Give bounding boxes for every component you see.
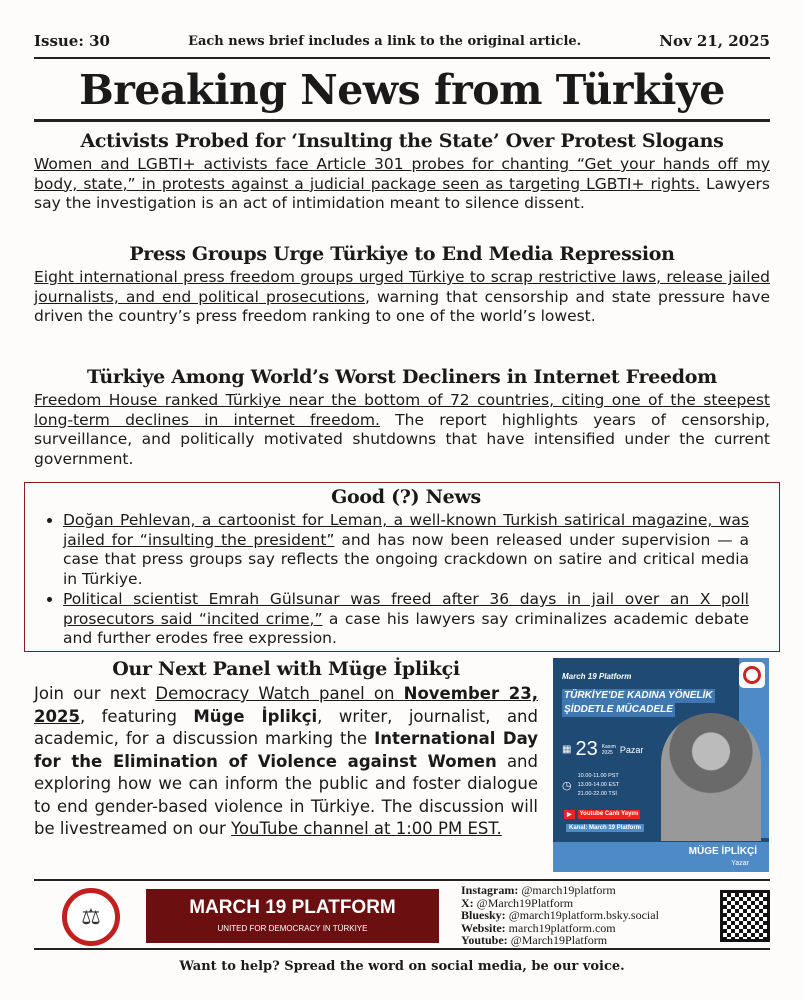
poster-youtube: Youtube Canlı Yayını — [579, 811, 639, 817]
divider — [34, 879, 770, 881]
divider — [34, 119, 770, 122]
panel-announcement — [34, 658, 538, 841]
article-3 — [34, 366, 770, 469]
list-item — [63, 511, 749, 589]
header-note: Each news brief includes a link to the original article. — [188, 34, 582, 49]
logo-icon — [739, 662, 765, 688]
poster-channel: Kanal: March 19 Platform — [566, 824, 644, 832]
poster-weekday: Pazar — [619, 744, 644, 755]
social-instagram[interactable]: Instagram: @march19platform — [461, 883, 616, 897]
speaker-name: Müge İplikçi — [193, 706, 318, 726]
youtube-icon: ▶ — [564, 810, 575, 819]
poster-time: 10.00-11.00 PST — [577, 773, 619, 779]
masthead-bar — [34, 32, 770, 50]
article-text: The report highlights years of censorship, surveillance, and politically motivated shutdowns that have intensified under the current government. — [34, 410, 770, 468]
issue-number: Issue: 30 — [34, 32, 110, 50]
news-text: a case his lawyers say criminalizes academic debate and further erodes free expression. — [63, 609, 749, 647]
text: Join our next — [34, 684, 156, 703]
event-name: International Day for the Elimination of Violence against Women — [34, 729, 538, 771]
article-link[interactable]: Freedom House ranked Türkiye near the bottom of 72 countries, citing one of the steepest long-term declines in internet freedom. — [34, 391, 770, 429]
poster-speaker: MÜGE İPLİKÇİ — [688, 846, 757, 857]
social-website[interactable]: Website: march19platform.com — [461, 920, 616, 935]
poster-day: 23 — [575, 738, 598, 760]
poster-footer — [553, 842, 769, 872]
social-bluesky[interactable]: Bluesky: @march19platform.bsky.social — [461, 908, 659, 922]
social-youtube[interactable]: Youtube: @March19Platform — [461, 933, 608, 947]
good-news-box — [24, 482, 780, 652]
banner-subtitle: UNITED FOR DEMOCRACY IN TÜRKIYE — [217, 924, 368, 933]
list-item — [63, 590, 749, 649]
page-title: Breaking News from Türkiye — [79, 66, 725, 114]
panel-link-text[interactable]: Democracy Watch panel on — [155, 684, 404, 703]
calendar-icon: ▦ — [562, 744, 572, 755]
social-links — [461, 884, 659, 947]
news-link[interactable]: Political scientist Emrah Gülsunar was freed after 36 days in jail over an X poll prosecutors said “incited crime,” — [63, 590, 749, 628]
social-x[interactable]: X: @March19Platform — [461, 895, 574, 910]
text: , writer, journalist, and academic, for a discussion marking the — [34, 706, 538, 748]
issue-date: Nov 21, 2025 — [659, 32, 770, 50]
poster-title: TÜRKİYE'DE KADINA YÖNELİK — [564, 690, 713, 701]
poster-year: 2025 — [601, 749, 613, 756]
article-headline: Activists Probed for ‘Insulting the State’ Over Protest Slogans — [80, 130, 724, 152]
poster-role: Yazar — [731, 860, 749, 867]
poster-title: ŞİDDETLE MÜCADELE — [564, 704, 673, 715]
speaker-photo — [661, 713, 761, 841]
youtube-link[interactable]: YouTube channel at 1:00 PM EST. — [231, 819, 502, 838]
article-headline: Press Groups Urge Türkiye to End Media Repression — [129, 243, 675, 265]
poster-org: March 19 Platform — [562, 672, 632, 681]
poster-time: 13.00-14.00 EST — [577, 782, 620, 788]
panel-date[interactable]: November 23, 2025 — [34, 684, 538, 726]
tagline: Want to help? Spread the word on social media, be our voice. — [179, 959, 625, 974]
article-text: , warning that censorship and state pressure have driven the country’s press freedom ranking to one of the world’s lowest. — [34, 287, 771, 325]
panel-heading: Our Next Panel with Müge İplikçi — [112, 658, 460, 680]
article-link[interactable]: Women and LGBTI+ activists face Article 301 probes for chanting “Get your hands off my body, state,” in protests against a judicial package seen as targeting LGBTI+ rights. — [34, 155, 770, 193]
good-news-heading: Good (?) News — [331, 486, 481, 508]
march19-seal-icon: ⚖ — [62, 888, 120, 946]
news-link[interactable]: Doğan Pehlevan, a cartoonist for Leman, a well-known Turkish satirical magazine, was jailed for “insulting the president” — [63, 511, 749, 549]
poster-month: Kasım — [601, 743, 616, 750]
march19-banner[interactable] — [146, 889, 439, 943]
text: , featuring — [79, 706, 194, 726]
text: and exploring how we can inform the public and foster dialogue to end gender-based violence in Türkiye. The discussion will be livestreamed on our — [34, 751, 538, 838]
article-link[interactable]: Eight international press freedom groups urged Türkiye to scrap restrictive laws, release jailed journalists, and end political prosecutions — [34, 268, 770, 306]
divider — [34, 57, 770, 59]
article-text: Lawyers say the investigation is an act of intimidation meant to silence dissent. — [34, 174, 770, 212]
news-text: and has now been released under supervision — a case that press groups say reflects the ongoing crackdown on satire and critical media in Türkiye. — [63, 530, 749, 588]
qr-code-icon[interactable] — [720, 890, 770, 942]
divider — [34, 948, 770, 950]
footer — [34, 884, 770, 946]
article-headline: Türkiye Among World’s Worst Decliners in Internet Freedom — [87, 366, 717, 388]
article-1 — [34, 130, 770, 214]
banner-title: MARCH 19 PLATFORM — [189, 897, 396, 918]
poster-time: 21.00-22.00 TSİ — [577, 791, 617, 797]
clock-icon: ◷ — [562, 780, 572, 792]
event-poster — [553, 658, 769, 872]
article-2 — [34, 243, 770, 327]
